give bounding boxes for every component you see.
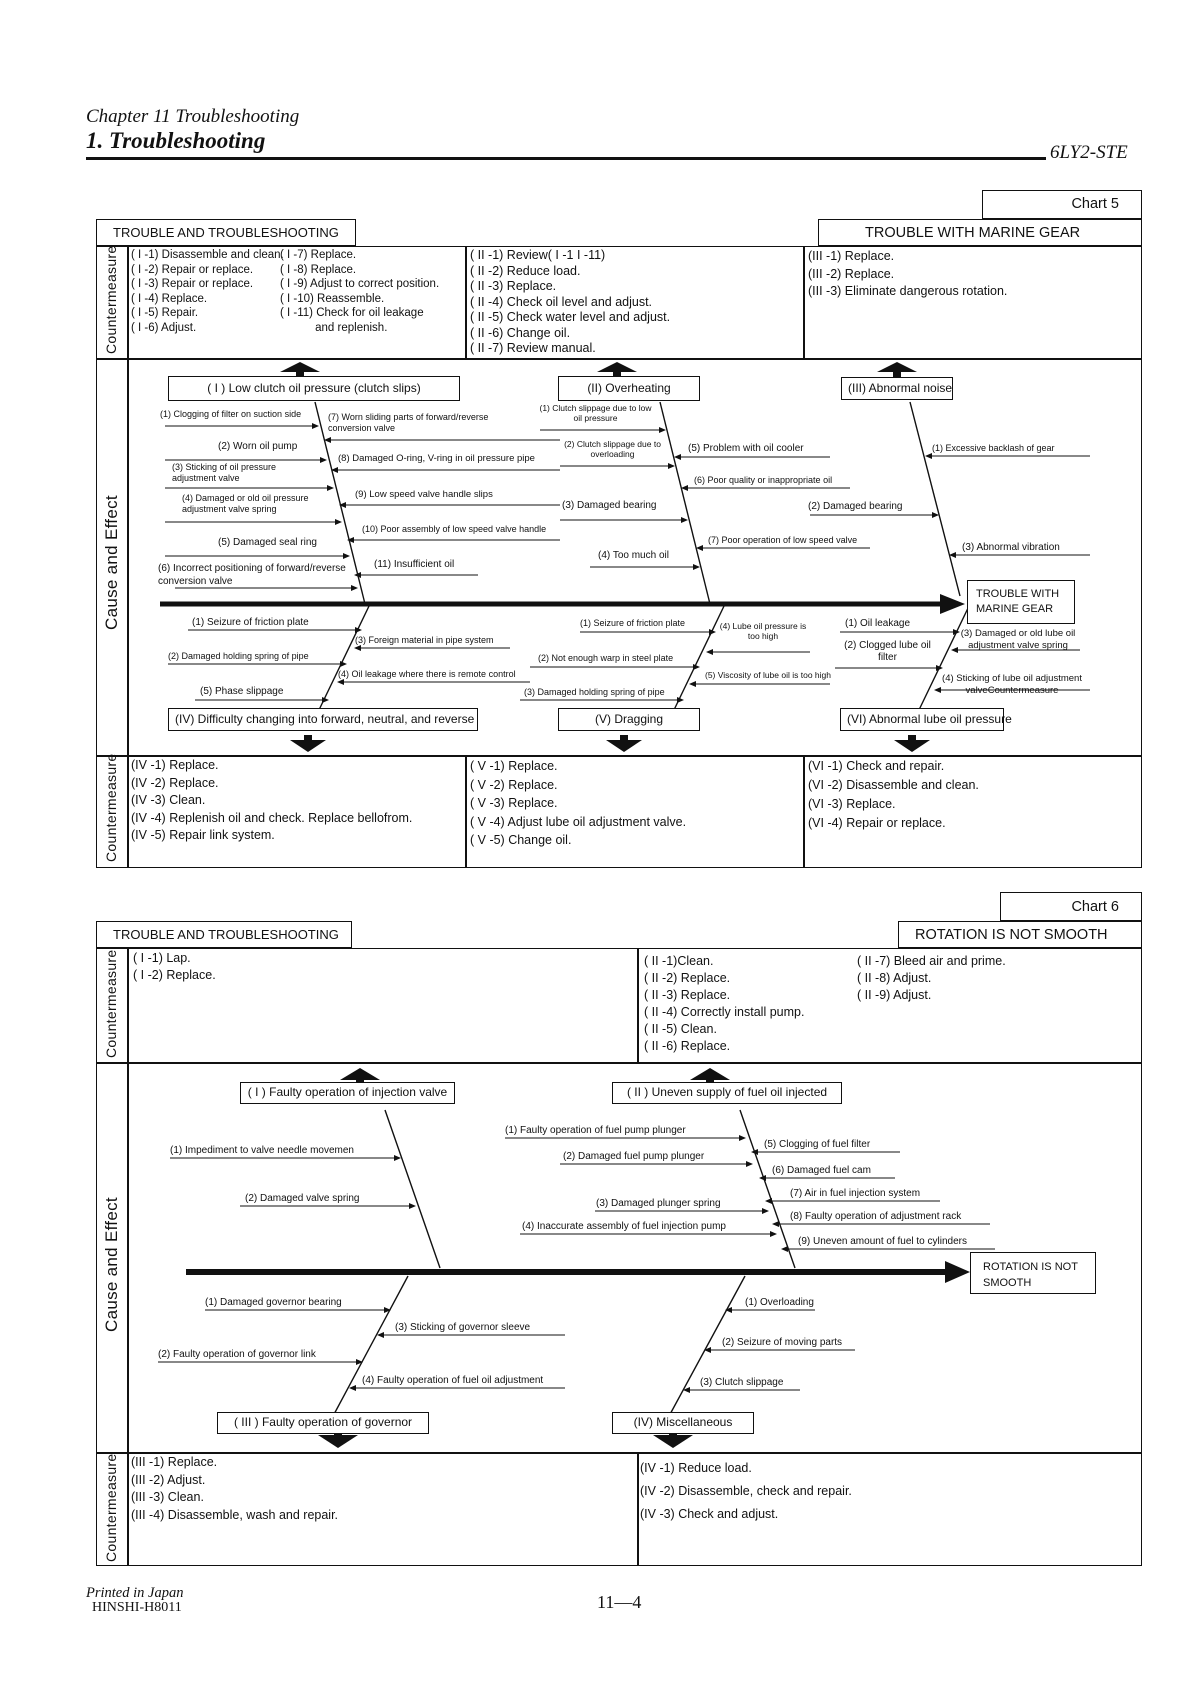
chart5-side-cause-effect: Cause and Effect: [102, 495, 121, 630]
chart6-cause-3-2: (2) Faulty operation of governor link: [158, 1349, 316, 1360]
chart5-cause-2-2: (2) Clutch slippage due to overloading: [564, 439, 661, 459]
chart6-title-right: ROTATION IS NOT SMOOTH: [915, 927, 1108, 943]
chart5-cause-5-4: (4) Lube oil pressure is too high: [719, 621, 807, 641]
chart5-cause-1-11: (11) Insufficient oil: [374, 559, 455, 570]
chart5-cause-6-2: (2) Clogged lube oil filter: [844, 640, 931, 663]
chart5-countermeasure-top-3: (III -1) Replace. (III -2) Replace. (III -3) Eliminate dangerous rotation.: [808, 249, 1008, 298]
chart6-side-cause-effect: Cause and Effect: [102, 1197, 121, 1332]
chart6-countermeasure-bottom-2: (IV -1) Reduce load. (IV -2) Disassemble, check and repair. (IV -3) Check and adjust.: [640, 1461, 852, 1521]
chart5-title-left: TROUBLE AND TROUBLESHOOTING: [113, 225, 339, 240]
chart5-title-right: TROUBLE WITH MARINE GEAR: [865, 225, 1081, 241]
chart6-effect-box: [970, 1252, 1096, 1294]
chart6-side-countermeasure-top: Countermeasure: [103, 949, 119, 1058]
chart6-effect-label: ROTATION IS NOT SMOOTH: [983, 1261, 1078, 1289]
chart6-countermeasure-top-2: ( II -1)Clean. ( II -2) Replace. ( II -3) Replace. ( II -4) Correctly install pump. ( II -5) Clean. ( II -6) Replace.: [644, 954, 805, 1053]
chart5-cause-4-3: (3) Foreign material in pipe system: [355, 635, 494, 645]
chart6-cause-2-7: (7) Air in fuel injection system: [790, 1188, 921, 1199]
chart6-cause-1-1: (1) Impediment to valve needle movemen: [170, 1145, 354, 1156]
chart5-cause-5-2: (2) Not enough warp in steel plate: [538, 653, 674, 663]
chart6-cause-2-1: (1) Faulty operation of fuel pump plunger: [505, 1125, 686, 1136]
footer-printed: Printed in Japan: [86, 1585, 184, 1601]
chart5-cause-1-7: (7) Worn sliding parts of forward/reverse conversion valve: [328, 412, 489, 433]
footer-code: HINSHI-H8011: [92, 1600, 182, 1615]
chart5-category-3: (III) Abnormal noise: [841, 377, 953, 400]
chart5-cause-5-3: (3) Damaged holding spring of pipe: [524, 687, 665, 697]
chart5-cause-2-5: (5) Problem with oil cooler: [688, 443, 804, 454]
chart6-title-left: TROUBLE AND TROUBLESHOOTING: [113, 927, 339, 942]
chart5-cause-2-4: (4) Too much oil: [598, 550, 669, 561]
chart5-cause-1-5: (5) Damaged seal ring: [218, 537, 317, 548]
chart5-countermeasure-bottom-3: (VI -1) Check and repair. (VI -2) Disassemble and clean. (VI -3) Replace. (VI -4) Repair or replace.: [808, 759, 979, 830]
model-number: 6LY2-STE: [1050, 142, 1128, 163]
chart5-countermeasure-top-1a: ( I -1) Disassemble and clean. ( I -2) Repair or replace. ( I -3) Repair or replace. ( I -4) Replace. ( I -5) Repair. ( I -6) Adjust.: [131, 249, 284, 334]
chart6-cause-2-3: (3) Damaged plunger spring: [596, 1198, 721, 1209]
chart5-category-5: (V) Dragging: [558, 708, 700, 731]
chart5-category-2: (II) Overheating: [558, 376, 700, 401]
section-title: 1. Troubleshooting: [86, 128, 266, 153]
chart6-cause-2-2: (2) Damaged fuel pump plunger: [563, 1151, 705, 1162]
chart6-cause-3-4: (4) Faulty operation of fuel oil adjustment: [362, 1375, 544, 1386]
chart6-cause-2-6: (6) Damaged fuel cam: [772, 1165, 871, 1176]
chart5-effect-label: TROUBLE WITH MARINE GEAR: [976, 588, 1060, 615]
chart6-category-4: (IV) Miscellaneous: [612, 1412, 754, 1434]
chart5-cause-5-5: (5) Viscosity of lube oil is too high: [705, 670, 831, 680]
chart5-cause-1-6: (6) Incorrect positioning of forward/reverse conversion valve: [158, 563, 346, 587]
chart6-arrow-up-1: [340, 1068, 380, 1080]
chart5-countermeasure-bottom-1: (IV -1) Replace. (IV -2) Replace. (IV -3) Clean. (IV -4) Replenish oil and check. Replace bellofrom. (IV -5) Repair link system.: [131, 758, 413, 842]
chart6-category-1: ( I ) Faulty operation of injection valve: [240, 1082, 455, 1104]
chart6-cause-2-8: (8) Faulty operation of adjustment rack: [790, 1211, 962, 1222]
chart5-side-countermeasure-bottom: Countermeasure: [103, 753, 119, 862]
chart5-cause-1-3: (3) Sticking of oil pressure adjustment valve: [172, 462, 277, 483]
chart5-cause-1-1: (1) Clogging of filter on suction side: [160, 409, 302, 419]
chart6-cause-2-9: (9) Uneven amount of fuel to cylinders: [798, 1236, 967, 1247]
chart5-category-6: (VI) Abnormal lube oil pressure: [840, 708, 1004, 731]
chart5-cause-2-7: (7) Poor operation of low speed valve: [708, 535, 858, 545]
chart5-cause-1-10: (10) Poor assembly of low speed valve handle: [362, 524, 547, 534]
chart6-cause-3-1: (1) Damaged governor bearing: [205, 1297, 342, 1308]
chart5-countermeasure-bottom-2: ( V -1) Replace. ( V -2) Replace. ( V -3) Replace. ( V -4) Adjust lube oil adjustment valve. ( V -5) Change oil.: [470, 759, 687, 847]
chart5-countermeasure-top-2: ( II -1) Review( I -1 I -11) ( II -2) Reduce load. ( II -3) Replace. ( II -4) Check oil level and adjust. ( II -5) Check water level and adjust. ( II -6) Change oil. ( II -7) Review manual.: [470, 248, 671, 355]
chart5-cause-4-2: (2) Damaged holding spring of pipe: [168, 651, 309, 661]
chapter-title: Chapter 11 Troubleshooting: [86, 106, 300, 127]
chart5-cause-6-3: (3) Damaged or old lube oil adjustment valve spring: [960, 628, 1076, 651]
chart5-number: Chart 5: [1071, 196, 1119, 212]
chart5-category-1: ( I ) Low clutch oil pressure (clutch slips): [168, 376, 460, 401]
page-number: 11—4: [597, 1592, 642, 1612]
chart6-cause-2-4: (4) Inaccurate assembly of fuel injection pump: [522, 1221, 726, 1232]
chart5-countermeasure-top-1b: ( I -7) Replace. ( I -8) Replace. ( I -9) Adjust to correct position. ( I -10) Reassemble. ( I -11) Check for oil leakage and replenish.: [280, 249, 440, 334]
chart5-cause-4-5: (5) Phase slippage: [200, 686, 284, 697]
chart5-cause-5-1: (1) Seizure of friction plate: [580, 618, 686, 628]
chart5-cause-1-4: (4) Damaged or old oil pressure adjustment valve spring: [182, 493, 309, 514]
chart6-spine-arrow: [945, 1261, 970, 1283]
chart5-cause-1-9: (9) Low speed valve handle slips: [355, 489, 493, 500]
chart6-cause-4-2: (2) Seizure of moving parts: [722, 1337, 843, 1348]
chart5-cause-3-2: (2) Damaged bearing: [808, 501, 903, 512]
chart6-arrow-down-1: [318, 1435, 358, 1448]
chart6-number: Chart 6: [1071, 899, 1119, 915]
chart6-cause-4-1: (1) Overloading: [745, 1297, 814, 1308]
chart6-side-countermeasure-bottom: Countermeasure: [103, 1453, 119, 1562]
chart5-cause-4-4: (4) Oil leakage where there is remote control: [338, 669, 516, 679]
chart6-countermeasure-top-1: ( I -1) Lap. ( I -2) Replace.: [133, 951, 216, 982]
chart6-cause-2-5: (5) Clogging of fuel filter: [764, 1139, 871, 1150]
chart5-cause-2-1: (1) Clutch slippage due to low oil pressure: [539, 403, 652, 423]
chart5-cause-6-4: (4) Sticking of lube oil adjustment valveCountermeasure: [942, 673, 1082, 696]
chart5-cause-2-3: (3) Damaged bearing: [562, 500, 657, 511]
chart5-cause-3-1: (1) Excessive backlash of gear: [932, 443, 1055, 453]
chart6-cause-4-3: (3) Clutch slippage: [700, 1377, 784, 1388]
chart5-cause-1-8: (8) Damaged O-ring, V-ring in oil pressure pipe: [338, 453, 535, 464]
chart5-cause-1-2: (2) Worn oil pump: [218, 441, 298, 452]
chart6-cause-3-3: (3) Sticking of governor sleeve: [395, 1322, 531, 1333]
chart6-cause-1-2: (2) Damaged valve spring: [245, 1193, 360, 1204]
chart6-arrow-up-2: [690, 1068, 730, 1080]
chart6-category-2: ( II ) Uneven supply of fuel oil injected: [612, 1082, 842, 1104]
chart5-side-countermeasure-top: Countermeasure: [103, 245, 119, 354]
chart6-category-3: ( III ) Faulty operation of governor: [217, 1412, 429, 1434]
chart6-countermeasure-top-3: ( II -7) Bleed air and prime. ( II -8) Adjust. ( II -9) Adjust.: [857, 954, 1006, 1002]
chart5-cause-6-1: (1) Oil leakage: [845, 618, 911, 629]
chart6-countermeasure-bottom-1: (III -1) Replace. (III -2) Adjust. (III -3) Clean. (III -4) Disassemble, wash and repair.: [131, 1455, 339, 1522]
chart5-cause-3-3: (3) Abnormal vibration: [962, 542, 1060, 553]
chart5-cause-4-1: (1) Seizure of friction plate: [192, 617, 309, 628]
chart5-cause-2-6: (6) Poor quality or inappropriate oil: [694, 475, 833, 485]
chart5-category-4: (IV) Difficulty changing into forward, neutral, and reverse: [168, 708, 478, 731]
chart6-arrow-down-2: [653, 1435, 693, 1448]
